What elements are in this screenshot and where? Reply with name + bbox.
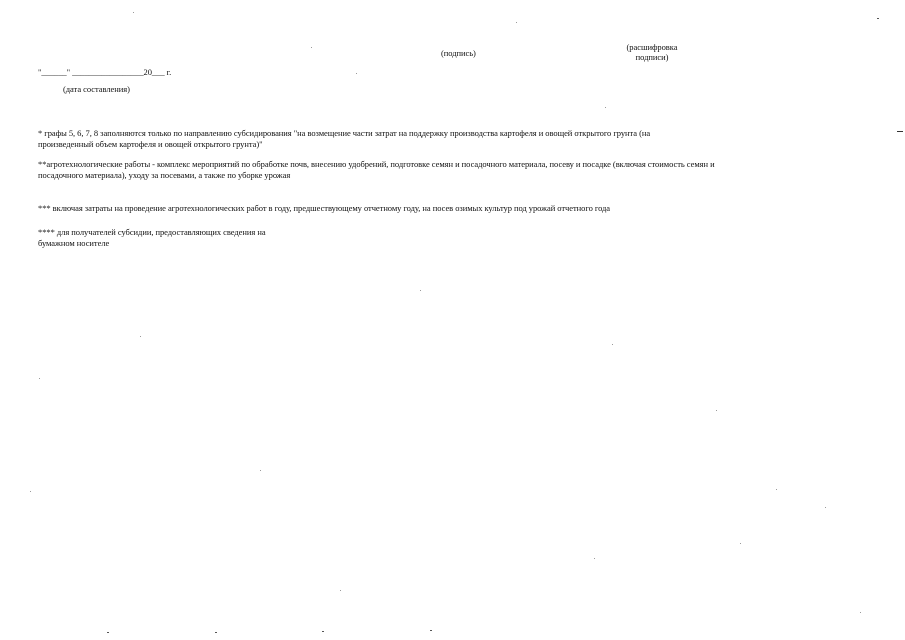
scan-speck — [825, 507, 826, 508]
date-caption: (дата составления) — [63, 84, 130, 94]
margin-dash-mark — [897, 131, 903, 132]
scan-speck — [612, 344, 613, 345]
footnote-2-line-2: посадочного материала), уходу за посевами, а также по уборке урожая — [38, 170, 291, 180]
footnote-4-line-1: **** для получателей субсидии, предоставляющих сведения на — [38, 227, 266, 237]
scan-speck — [356, 73, 357, 74]
scan-speck — [30, 491, 31, 492]
scan-speck — [877, 18, 879, 19]
scan-speck — [39, 378, 40, 379]
scan-speck — [311, 47, 312, 48]
signature-caption: (подпись) — [441, 48, 476, 58]
scan-speck — [776, 489, 777, 490]
date-line: "______" _________________20___ г. — [38, 67, 172, 77]
signature-decode-caption-line1: (расшифровка — [626, 42, 678, 52]
signature-decode-caption-line2: подписи) — [635, 52, 669, 62]
scan-speck — [322, 631, 324, 632]
footnote-1-line-1: * графы 5, 6, 7, 8 заполняются только по направлению субсидирования "на возмещение части затрат на поддержку производства картофеля и овощей открытого грунта (на — [38, 128, 651, 138]
scan-speck — [340, 590, 341, 591]
scan-speck — [594, 558, 595, 559]
scan-speck — [605, 107, 606, 108]
scan-speck — [140, 336, 141, 337]
scan-speck — [260, 470, 261, 471]
scan-speck — [716, 410, 717, 411]
footnote-2-line-1: **агротехнологические работы - комплекс мероприятий по обработке почв, внесению удобрений, подготовке семян и посадочного материала, посеву и посадке (включая стоимость семян и — [38, 159, 715, 169]
footnote-4-line-2: бумажном носителе — [38, 238, 110, 248]
scan-speck — [430, 630, 432, 631]
scan-speck — [860, 612, 861, 613]
scan-speck — [516, 22, 517, 23]
footnote-1-line-2: произведенный объем картофеля и овощей открытого грунта)" — [38, 139, 263, 149]
scan-speck — [215, 632, 217, 633]
scan-speck — [133, 12, 134, 13]
scan-speck — [107, 632, 109, 633]
footnote-3: *** включая затраты на проведение агротехнологических работ в году, предшествующему отчетному году, на посев озимых культур под урожай отчетного года — [38, 203, 611, 213]
scan-speck — [740, 543, 741, 544]
scan-speck — [420, 290, 421, 291]
